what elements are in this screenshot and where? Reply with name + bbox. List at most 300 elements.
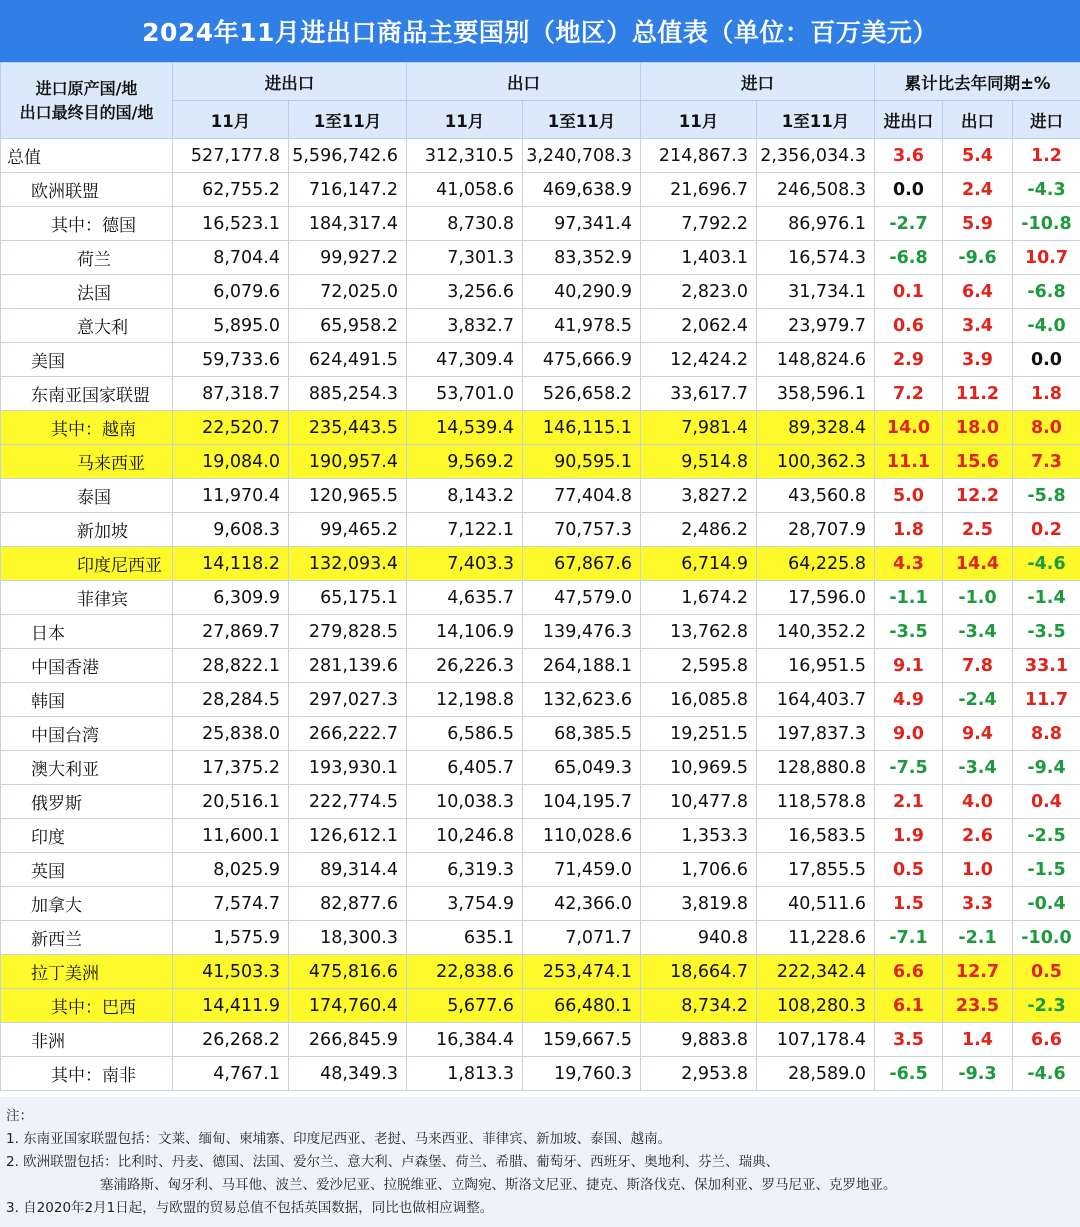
value-cell: 475,666.9 bbox=[523, 343, 641, 377]
value-cell: 86,976.1 bbox=[757, 207, 875, 241]
table-row bbox=[1, 445, 1080, 479]
value-cell: 118,578.8 bbox=[757, 785, 875, 819]
value-cell: 6,309.9 bbox=[173, 581, 289, 615]
yoy-percent-cell: 3.3 bbox=[943, 887, 1013, 921]
value-cell: 41,978.5 bbox=[523, 309, 641, 343]
region-name: 英国 bbox=[1, 853, 173, 887]
value-cell: 1,674.2 bbox=[641, 581, 757, 615]
value-cell: 11,970.4 bbox=[173, 479, 289, 513]
yoy-percent-cell: 23.5 bbox=[943, 989, 1013, 1023]
yoy-percent-cell: 11.1 bbox=[875, 445, 943, 479]
value-cell: 40,511.6 bbox=[757, 887, 875, 921]
value-cell: 22,520.7 bbox=[173, 411, 289, 445]
table-row bbox=[1, 649, 1080, 683]
yoy-percent-cell: 5.9 bbox=[943, 207, 1013, 241]
yoy-percent-cell: -9.4 bbox=[1013, 751, 1080, 785]
value-cell: 12,424.2 bbox=[641, 343, 757, 377]
value-cell: 146,115.1 bbox=[523, 411, 641, 445]
value-cell: 108,280.3 bbox=[757, 989, 875, 1023]
yoy-percent-cell: 1.4 bbox=[943, 1023, 1013, 1057]
value-cell: 4,635.7 bbox=[407, 581, 523, 615]
value-cell: 190,957.4 bbox=[289, 445, 407, 479]
value-cell: 312,310.5 bbox=[407, 139, 523, 173]
yoy-percent-cell: -1.1 bbox=[875, 581, 943, 615]
region-name: 泰国 bbox=[1, 479, 173, 513]
table-row bbox=[1, 513, 1080, 547]
group-header-export: 出口 bbox=[407, 63, 641, 101]
value-cell: 7,301.3 bbox=[407, 241, 523, 275]
region-name: 印度 bbox=[1, 819, 173, 853]
value-cell: 184,317.4 bbox=[289, 207, 407, 241]
region-name: 其中：巴西 bbox=[1, 989, 173, 1023]
value-cell: 635.1 bbox=[407, 921, 523, 955]
value-cell: 7,792.2 bbox=[641, 207, 757, 241]
yoy-percent-cell: -1.0 bbox=[943, 581, 1013, 615]
region-name: 荷兰 bbox=[1, 241, 173, 275]
value-cell: 9,514.8 bbox=[641, 445, 757, 479]
value-cell: 469,638.9 bbox=[523, 173, 641, 207]
value-cell: 18,664.7 bbox=[641, 955, 757, 989]
value-cell: 28,707.9 bbox=[757, 513, 875, 547]
region-name: 加拿大 bbox=[1, 887, 173, 921]
yoy-percent-cell: 9.4 bbox=[943, 717, 1013, 751]
table-row bbox=[1, 1023, 1080, 1057]
value-cell: 159,667.5 bbox=[523, 1023, 641, 1057]
value-cell: 47,309.4 bbox=[407, 343, 523, 377]
group-header-import: 进口 bbox=[641, 63, 875, 101]
value-cell: 64,225.8 bbox=[757, 547, 875, 581]
yoy-percent-cell: -3.4 bbox=[943, 751, 1013, 785]
sub-header: 11月 bbox=[407, 101, 523, 139]
region-name: 意大利 bbox=[1, 309, 173, 343]
value-cell: 65,958.2 bbox=[289, 309, 407, 343]
yoy-percent-cell: 3.9 bbox=[943, 343, 1013, 377]
yoy-percent-cell: -10.8 bbox=[1013, 207, 1080, 241]
yoy-percent-cell: 12.7 bbox=[943, 955, 1013, 989]
yoy-percent-cell: 0.1 bbox=[875, 275, 943, 309]
table-row bbox=[1, 547, 1080, 581]
value-cell: 72,025.0 bbox=[289, 275, 407, 309]
value-cell: 99,927.2 bbox=[289, 241, 407, 275]
yoy-percent-cell: -4.0 bbox=[1013, 309, 1080, 343]
group-header-yoy: 累计比去年同期±% bbox=[875, 63, 1080, 101]
yoy-percent-cell: -6.8 bbox=[1013, 275, 1080, 309]
value-cell: 28,589.0 bbox=[757, 1057, 875, 1091]
value-cell: 6,319.3 bbox=[407, 853, 523, 887]
value-cell: 297,027.3 bbox=[289, 683, 407, 717]
yoy-percent-cell: -6.8 bbox=[875, 241, 943, 275]
value-cell: 6,714.9 bbox=[641, 547, 757, 581]
region-name: 菲律宾 bbox=[1, 581, 173, 615]
yoy-percent-cell: 7.3 bbox=[1013, 445, 1080, 479]
sub-header: 出口 bbox=[943, 101, 1013, 139]
yoy-percent-cell: 15.6 bbox=[943, 445, 1013, 479]
yoy-percent-cell: 1.0 bbox=[943, 853, 1013, 887]
value-cell: 71,459.0 bbox=[523, 853, 641, 887]
table-row bbox=[1, 921, 1080, 955]
value-cell: 3,754.9 bbox=[407, 887, 523, 921]
value-cell: 9,608.3 bbox=[173, 513, 289, 547]
value-cell: 6,405.7 bbox=[407, 751, 523, 785]
yoy-percent-cell: 7.2 bbox=[875, 377, 943, 411]
table-row bbox=[1, 411, 1080, 445]
value-cell: 42,366.0 bbox=[523, 887, 641, 921]
yoy-percent-cell: 0.0 bbox=[1013, 343, 1080, 377]
value-cell: 264,188.1 bbox=[523, 649, 641, 683]
value-cell: 16,384.4 bbox=[407, 1023, 523, 1057]
value-cell: 2,823.0 bbox=[641, 275, 757, 309]
value-cell: 19,251.5 bbox=[641, 717, 757, 751]
value-cell: 10,969.5 bbox=[641, 751, 757, 785]
note-1: 1. 东南亚国家联盟包括：文莱、缅甸、柬埔寨、印度尼西亚、老挝、马来西亚、菲律宾、新加坡、泰国、越南。 bbox=[6, 1131, 672, 1147]
region-name: 总值 bbox=[1, 139, 173, 173]
yoy-percent-cell: 1.5 bbox=[875, 887, 943, 921]
value-cell: 25,838.0 bbox=[173, 717, 289, 751]
value-cell: 2,356,034.3 bbox=[757, 139, 875, 173]
yoy-percent-cell: 0.2 bbox=[1013, 513, 1080, 547]
value-cell: 3,240,708.3 bbox=[523, 139, 641, 173]
value-cell: 18,300.3 bbox=[289, 921, 407, 955]
value-cell: 41,503.3 bbox=[173, 955, 289, 989]
region-name: 澳大利亚 bbox=[1, 751, 173, 785]
value-cell: 10,477.8 bbox=[641, 785, 757, 819]
yoy-percent-cell: 18.0 bbox=[943, 411, 1013, 445]
value-cell: 7,574.7 bbox=[173, 887, 289, 921]
value-cell: 7,981.4 bbox=[641, 411, 757, 445]
value-cell: 5,677.6 bbox=[407, 989, 523, 1023]
value-cell: 281,139.6 bbox=[289, 649, 407, 683]
value-cell: 164,403.7 bbox=[757, 683, 875, 717]
value-cell: 8,730.8 bbox=[407, 207, 523, 241]
value-cell: 27,869.7 bbox=[173, 615, 289, 649]
value-cell: 87,318.7 bbox=[173, 377, 289, 411]
table-row bbox=[1, 343, 1080, 377]
yoy-percent-cell: 7.8 bbox=[943, 649, 1013, 683]
yoy-percent-cell: -7.5 bbox=[875, 751, 943, 785]
value-cell: 235,443.5 bbox=[289, 411, 407, 445]
value-cell: 132,623.6 bbox=[523, 683, 641, 717]
yoy-percent-cell: 2.5 bbox=[943, 513, 1013, 547]
table-row bbox=[1, 853, 1080, 887]
sub-header: 进出口 bbox=[875, 101, 943, 139]
value-cell: 17,855.5 bbox=[757, 853, 875, 887]
value-cell: 77,404.8 bbox=[523, 479, 641, 513]
value-cell: 139,476.3 bbox=[523, 615, 641, 649]
region-name: 拉丁美洲 bbox=[1, 955, 173, 989]
value-cell: 7,071.7 bbox=[523, 921, 641, 955]
table-row bbox=[1, 955, 1080, 989]
table-row bbox=[1, 173, 1080, 207]
yoy-percent-cell: 6.4 bbox=[943, 275, 1013, 309]
yoy-percent-cell: -1.5 bbox=[1013, 853, 1080, 887]
value-cell: 475,816.6 bbox=[289, 955, 407, 989]
region-name: 欧洲联盟 bbox=[1, 173, 173, 207]
yoy-percent-cell: -4.6 bbox=[1013, 547, 1080, 581]
yoy-percent-cell: -4.3 bbox=[1013, 173, 1080, 207]
note-2-continued: 塞浦路斯、匈牙利、马耳他、波兰、爱沙尼亚、拉脱维亚、立陶宛、斯洛文尼亚、捷克、斯洛伐克、保加利亚、罗马尼亚、克罗地亚。 bbox=[100, 1177, 897, 1193]
region-name: 法国 bbox=[1, 275, 173, 309]
yoy-percent-cell: -2.7 bbox=[875, 207, 943, 241]
value-cell: 97,341.4 bbox=[523, 207, 641, 241]
yoy-percent-cell: -3.5 bbox=[875, 615, 943, 649]
value-cell: 197,837.3 bbox=[757, 717, 875, 751]
yoy-percent-cell: 1.9 bbox=[875, 819, 943, 853]
table-row bbox=[1, 785, 1080, 819]
yoy-percent-cell: 0.5 bbox=[1013, 955, 1080, 989]
note-3: 3. 自2020年2月1日起，与欧盟的贸易总值不包括英国数据，同比也做相应调整。 bbox=[6, 1200, 494, 1216]
table-row bbox=[1, 615, 1080, 649]
yoy-percent-cell: 2.6 bbox=[943, 819, 1013, 853]
value-cell: 11,600.1 bbox=[173, 819, 289, 853]
value-cell: 104,195.7 bbox=[523, 785, 641, 819]
value-cell: 99,465.2 bbox=[289, 513, 407, 547]
group-header-total: 进出口 bbox=[173, 63, 407, 101]
yoy-percent-cell: -9.6 bbox=[943, 241, 1013, 275]
value-cell: 83,352.9 bbox=[523, 241, 641, 275]
value-cell: 21,696.7 bbox=[641, 173, 757, 207]
yoy-percent-cell: -7.1 bbox=[875, 921, 943, 955]
yoy-percent-cell: 2.1 bbox=[875, 785, 943, 819]
sub-header: 进口 bbox=[1013, 101, 1080, 139]
yoy-percent-cell: 11.2 bbox=[943, 377, 1013, 411]
value-cell: 526,658.2 bbox=[523, 377, 641, 411]
value-cell: 1,706.6 bbox=[641, 853, 757, 887]
yoy-percent-cell: -9.3 bbox=[943, 1057, 1013, 1091]
value-cell: 70,757.3 bbox=[523, 513, 641, 547]
value-cell: 53,701.0 bbox=[407, 377, 523, 411]
value-cell: 10,246.8 bbox=[407, 819, 523, 853]
yoy-percent-cell: 10.7 bbox=[1013, 241, 1080, 275]
yoy-percent-cell: 2.9 bbox=[875, 343, 943, 377]
sub-header: 1至11月 bbox=[757, 101, 875, 139]
value-cell: 28,822.1 bbox=[173, 649, 289, 683]
value-cell: 26,268.2 bbox=[173, 1023, 289, 1057]
value-cell: 17,375.2 bbox=[173, 751, 289, 785]
value-cell: 193,930.1 bbox=[289, 751, 407, 785]
value-cell: 132,093.4 bbox=[289, 547, 407, 581]
value-cell: 19,760.3 bbox=[523, 1057, 641, 1091]
value-cell: 14,411.9 bbox=[173, 989, 289, 1023]
yoy-percent-cell: -3.4 bbox=[943, 615, 1013, 649]
value-cell: 8,025.9 bbox=[173, 853, 289, 887]
value-cell: 68,385.5 bbox=[523, 717, 641, 751]
value-cell: 66,480.1 bbox=[523, 989, 641, 1023]
yoy-percent-cell: 1.2 bbox=[1013, 139, 1080, 173]
value-cell: 43,560.8 bbox=[757, 479, 875, 513]
value-cell: 7,403.3 bbox=[407, 547, 523, 581]
yoy-percent-cell: -3.5 bbox=[1013, 615, 1080, 649]
region-name: 其中：南非 bbox=[1, 1057, 173, 1091]
trade-table bbox=[0, 62, 1080, 1091]
value-cell: 2,953.8 bbox=[641, 1057, 757, 1091]
value-cell: 107,178.4 bbox=[757, 1023, 875, 1057]
value-cell: 8,734.2 bbox=[641, 989, 757, 1023]
table-row bbox=[1, 819, 1080, 853]
value-cell: 16,951.5 bbox=[757, 649, 875, 683]
value-cell: 65,049.3 bbox=[523, 751, 641, 785]
value-cell: 174,760.4 bbox=[289, 989, 407, 1023]
region-name: 美国 bbox=[1, 343, 173, 377]
yoy-percent-cell: 8.0 bbox=[1013, 411, 1080, 445]
table-row bbox=[1, 887, 1080, 921]
value-cell: 13,762.8 bbox=[641, 615, 757, 649]
table-row bbox=[1, 309, 1080, 343]
yoy-percent-cell: -6.5 bbox=[875, 1057, 943, 1091]
table-row bbox=[1, 751, 1080, 785]
yoy-percent-cell: 0.0 bbox=[875, 173, 943, 207]
yoy-percent-cell: 3.5 bbox=[875, 1023, 943, 1057]
value-cell: 126,612.1 bbox=[289, 819, 407, 853]
yoy-percent-cell: 11.7 bbox=[1013, 683, 1080, 717]
value-cell: 10,038.3 bbox=[407, 785, 523, 819]
value-cell: 4,767.1 bbox=[173, 1057, 289, 1091]
table-body bbox=[1, 139, 1080, 1091]
value-cell: 716,147.2 bbox=[289, 173, 407, 207]
value-cell: 65,175.1 bbox=[289, 581, 407, 615]
value-cell: 7,122.1 bbox=[407, 513, 523, 547]
value-cell: 3,256.6 bbox=[407, 275, 523, 309]
yoy-percent-cell: 0.6 bbox=[875, 309, 943, 343]
value-cell: 11,228.6 bbox=[757, 921, 875, 955]
value-cell: 41,058.6 bbox=[407, 173, 523, 207]
value-cell: 8,143.2 bbox=[407, 479, 523, 513]
value-cell: 26,226.3 bbox=[407, 649, 523, 683]
value-cell: 23,979.7 bbox=[757, 309, 875, 343]
region-name: 中国台湾 bbox=[1, 717, 173, 751]
value-cell: 67,867.6 bbox=[523, 547, 641, 581]
yoy-percent-cell: -2.5 bbox=[1013, 819, 1080, 853]
value-cell: 9,883.8 bbox=[641, 1023, 757, 1057]
value-cell: 527,177.8 bbox=[173, 139, 289, 173]
yoy-percent-cell: 5.4 bbox=[943, 139, 1013, 173]
yoy-percent-cell: 3.4 bbox=[943, 309, 1013, 343]
yoy-percent-cell: 1.8 bbox=[875, 513, 943, 547]
value-cell: 16,574.3 bbox=[757, 241, 875, 275]
value-cell: 22,838.6 bbox=[407, 955, 523, 989]
value-cell: 214,867.3 bbox=[641, 139, 757, 173]
value-cell: 47,579.0 bbox=[523, 581, 641, 615]
value-cell: 940.8 bbox=[641, 921, 757, 955]
region-name: 韩国 bbox=[1, 683, 173, 717]
value-cell: 1,813.3 bbox=[407, 1057, 523, 1091]
value-cell: 89,314.4 bbox=[289, 853, 407, 887]
region-name: 其中：德国 bbox=[1, 207, 173, 241]
value-cell: 1,353.3 bbox=[641, 819, 757, 853]
yoy-percent-cell: 9.0 bbox=[875, 717, 943, 751]
sub-header: 11月 bbox=[173, 101, 289, 139]
table-row bbox=[1, 581, 1080, 615]
region-name: 日本 bbox=[1, 615, 173, 649]
value-cell: 48,349.3 bbox=[289, 1057, 407, 1091]
table-row bbox=[1, 989, 1080, 1023]
yoy-percent-cell: 14.4 bbox=[943, 547, 1013, 581]
value-cell: 28,284.5 bbox=[173, 683, 289, 717]
row-header-line1: 进口原产国/地 bbox=[35, 78, 138, 98]
sub-header: 1至11月 bbox=[289, 101, 407, 139]
yoy-percent-cell: 4.3 bbox=[875, 547, 943, 581]
value-cell: 31,734.1 bbox=[757, 275, 875, 309]
region-name: 东南亚国家联盟 bbox=[1, 377, 173, 411]
value-cell: 90,595.1 bbox=[523, 445, 641, 479]
table-row bbox=[1, 241, 1080, 275]
table-row bbox=[1, 207, 1080, 241]
value-cell: 148,824.6 bbox=[757, 343, 875, 377]
table-row bbox=[1, 683, 1080, 717]
value-cell: 5,596,742.6 bbox=[289, 139, 407, 173]
value-cell: 2,595.8 bbox=[641, 649, 757, 683]
value-cell: 279,828.5 bbox=[289, 615, 407, 649]
value-cell: 6,079.6 bbox=[173, 275, 289, 309]
value-cell: 9,569.2 bbox=[407, 445, 523, 479]
yoy-percent-cell: 2.4 bbox=[943, 173, 1013, 207]
yoy-percent-cell: 12.2 bbox=[943, 479, 1013, 513]
region-name: 中国香港 bbox=[1, 649, 173, 683]
yoy-percent-cell: -5.8 bbox=[1013, 479, 1080, 513]
value-cell: 62,755.2 bbox=[173, 173, 289, 207]
value-cell: 40,290.9 bbox=[523, 275, 641, 309]
region-name: 其中：越南 bbox=[1, 411, 173, 445]
page-title: 2024年11月进出口商品主要国别（地区）总值表（单位：百万美元） bbox=[0, 0, 1080, 62]
value-cell: 120,965.5 bbox=[289, 479, 407, 513]
value-cell: 266,845.9 bbox=[289, 1023, 407, 1057]
value-cell: 89,328.4 bbox=[757, 411, 875, 445]
yoy-percent-cell: -0.4 bbox=[1013, 887, 1080, 921]
yoy-percent-cell: -2.1 bbox=[943, 921, 1013, 955]
row-header-line2: 出口最终目的国/地 bbox=[19, 102, 154, 122]
value-cell: 14,106.9 bbox=[407, 615, 523, 649]
region-name: 新西兰 bbox=[1, 921, 173, 955]
yoy-percent-cell: 3.6 bbox=[875, 139, 943, 173]
notes-heading: 注： bbox=[6, 1108, 33, 1124]
yoy-percent-cell: -10.0 bbox=[1013, 921, 1080, 955]
value-cell: 5,895.0 bbox=[173, 309, 289, 343]
yoy-percent-cell: -1.4 bbox=[1013, 581, 1080, 615]
region-name: 马来西亚 bbox=[1, 445, 173, 479]
sub-header: 11月 bbox=[641, 101, 757, 139]
yoy-percent-cell: 6.6 bbox=[1013, 1023, 1080, 1057]
yoy-percent-cell: 33.1 bbox=[1013, 649, 1080, 683]
value-cell: 17,596.0 bbox=[757, 581, 875, 615]
value-cell: 246,508.3 bbox=[757, 173, 875, 207]
value-cell: 266,222.7 bbox=[289, 717, 407, 751]
region-name: 非洲 bbox=[1, 1023, 173, 1057]
table-row bbox=[1, 1057, 1080, 1091]
value-cell: 222,774.5 bbox=[289, 785, 407, 819]
table-header bbox=[1, 63, 1080, 139]
yoy-percent-cell: -2.3 bbox=[1013, 989, 1080, 1023]
yoy-percent-cell: 9.1 bbox=[875, 649, 943, 683]
value-cell: 8,704.4 bbox=[173, 241, 289, 275]
value-cell: 1,575.9 bbox=[173, 921, 289, 955]
region-name: 新加坡 bbox=[1, 513, 173, 547]
table-row bbox=[1, 377, 1080, 411]
value-cell: 100,362.3 bbox=[757, 445, 875, 479]
value-cell: 14,118.2 bbox=[173, 547, 289, 581]
notes-section bbox=[0, 1097, 1080, 1227]
value-cell: 885,254.3 bbox=[289, 377, 407, 411]
yoy-percent-cell: -4.6 bbox=[1013, 1057, 1080, 1091]
region-name: 俄罗斯 bbox=[1, 785, 173, 819]
value-cell: 59,733.6 bbox=[173, 343, 289, 377]
value-cell: 16,085.8 bbox=[641, 683, 757, 717]
value-cell: 253,474.1 bbox=[523, 955, 641, 989]
value-cell: 2,062.4 bbox=[641, 309, 757, 343]
value-cell: 2,486.2 bbox=[641, 513, 757, 547]
table-row bbox=[1, 717, 1080, 751]
value-cell: 358,596.1 bbox=[757, 377, 875, 411]
yoy-percent-cell: 14.0 bbox=[875, 411, 943, 445]
yoy-percent-cell: 6.1 bbox=[875, 989, 943, 1023]
